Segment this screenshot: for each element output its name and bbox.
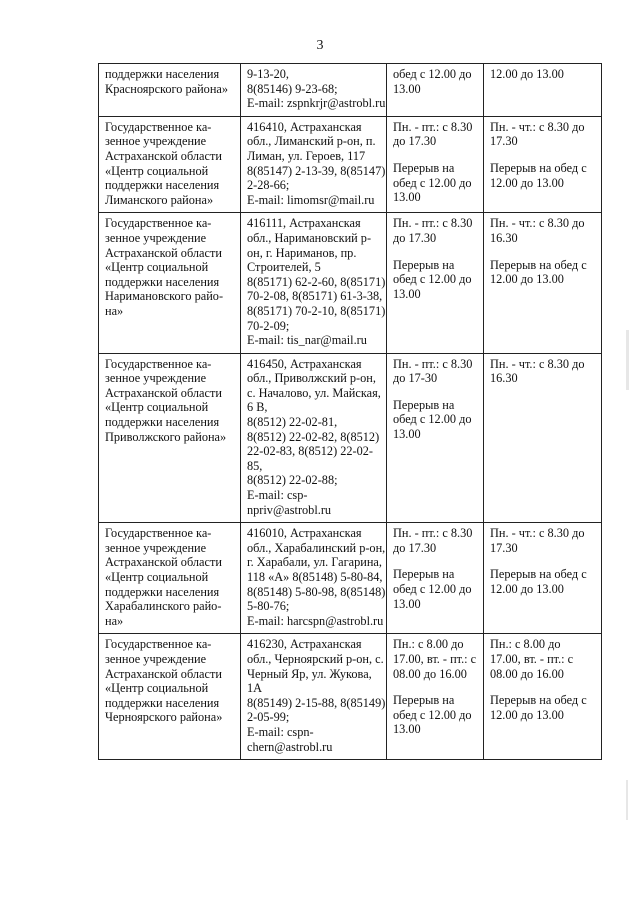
org-line: «Центр социальной	[105, 163, 209, 178]
org-line: на»	[105, 613, 124, 628]
address-line: обл., Наримановский р-	[247, 230, 372, 245]
address-line: 5-80-76;	[247, 599, 290, 614]
org-line: поддержки населения	[105, 695, 220, 710]
break2-line: Перерыв на обед с	[490, 160, 587, 175]
table-row	[99, 64, 602, 117]
org-line: Государственное ка-	[105, 526, 212, 541]
address-line: 1А	[247, 681, 263, 696]
org-line: поддержки населения	[105, 67, 220, 81]
address-line: 6 В,	[247, 400, 268, 415]
break1-line: Перерыв на	[393, 397, 455, 412]
paragraph-gap	[490, 681, 597, 693]
table-row	[99, 353, 602, 523]
address-cell	[241, 213, 387, 353]
address-line: 118 «А» 8(85148) 5-80-84,	[247, 570, 383, 584]
org-cell	[99, 64, 241, 117]
break1-line: 13.00	[393, 596, 421, 611]
weekday-hours-cell	[387, 213, 484, 353]
address-line: 8(8512) 22-02-81,	[247, 415, 338, 430]
org-cell	[99, 523, 241, 634]
page-number: 3	[316, 38, 324, 53]
org-line: зенное учреждение	[105, 371, 207, 386]
org-line: зенное учреждение	[105, 540, 207, 555]
address-cell	[241, 523, 387, 634]
hours1-line: Пн. - пт.: с 8.30	[393, 216, 473, 231]
hours2-line: 08.00 до 16.00	[490, 666, 564, 681]
break1-line: Перерыв на	[393, 567, 455, 582]
address-line: E-mail: cspn-	[247, 724, 314, 739]
address-line: 8(85149) 2-15-88, 8(85149)	[247, 695, 386, 710]
org-line: Черноярского района»	[105, 710, 223, 725]
break1-line: Перерыв на	[393, 693, 455, 708]
hours1-line: до 17-30	[393, 371, 438, 386]
break2-line: 12.00 до 13.00	[490, 707, 564, 722]
org-line: «Центр социальной	[105, 260, 209, 275]
paragraph-gap	[490, 246, 597, 258]
address-line: 416010, Астраханская	[247, 526, 362, 541]
alt-hours-cell	[484, 116, 602, 213]
weekday-hours-cell	[387, 523, 484, 634]
address-line: E-mail: csp-	[247, 488, 308, 503]
address-line: 416410, Астраханская	[247, 119, 362, 134]
weekday-hours-cell	[387, 353, 484, 523]
org-cell	[99, 116, 241, 213]
address-line: E-mail: harcspn@astrobl.ru	[247, 613, 384, 628]
org-line: Харабалинского райо-	[105, 599, 222, 614]
org-line: Государственное ка-	[105, 119, 212, 134]
break2-line: Перерыв на обед с	[490, 567, 587, 582]
hours1-line: 13.00	[393, 81, 421, 96]
hours2-line: 12.00 до 13.00	[490, 67, 564, 81]
paragraph-gap	[393, 555, 479, 567]
address-line: он, г. Нариманов, пр.	[247, 245, 357, 260]
hours1-line: Пн.: с 8.00 до	[393, 637, 464, 652]
break1-line: обед с 12.00 до	[393, 175, 472, 190]
address-line: Черный Яр, ул. Жукова,	[247, 666, 372, 681]
address-line: 8(8512) 22-02-88;	[247, 473, 338, 488]
address-line: 85,	[247, 458, 263, 473]
org-line: «Центр социальной	[105, 570, 209, 584]
org-line: зенное учреждение	[105, 230, 207, 245]
address-line: 2-28-66;	[247, 178, 290, 193]
paragraph-gap	[490, 149, 597, 161]
contacts-table	[98, 63, 602, 760]
break1-line: обед с 12.00 до	[393, 412, 472, 427]
break2-line: Перерыв на обед с	[490, 693, 587, 708]
address-cell	[241, 634, 387, 760]
org-line: Астраханской области	[105, 245, 222, 260]
org-line: зенное учреждение	[105, 134, 207, 149]
hours1-line: до 17.30	[393, 540, 437, 555]
address-line: E-mail: zspnkrjr@astrobl.ru	[247, 96, 386, 111]
break1-line: 13.00	[393, 722, 421, 737]
address-line: 8(85171) 70-2-10, 8(85171)	[247, 303, 386, 318]
org-cell	[99, 213, 241, 353]
address-cell	[241, 116, 387, 213]
address-line: 9-13-20,	[247, 67, 290, 81]
hours2-line: Пн. - чт.: с 8.30 до	[490, 119, 585, 134]
hours2-line: 17.30	[490, 134, 518, 149]
address-line: E-mail: limomsr@mail.ru	[247, 192, 375, 207]
address-line: 8(85148) 5-80-98, 8(85148)	[247, 584, 386, 599]
weekday-hours-cell	[387, 634, 484, 760]
hours2-line: Пн. - чт.: с 8.30 до	[490, 356, 585, 371]
address-cell	[241, 64, 387, 117]
address-line: 70-2-08, 8(85171) 61-3-38,	[247, 289, 383, 304]
hours2-line: Пн.: с 8.00 до	[490, 637, 561, 652]
org-line: поддержки населения	[105, 178, 220, 193]
address-line: г. Харабали, ул. Гагарина,	[247, 555, 382, 570]
org-line: «Центр социальной	[105, 400, 209, 415]
org-line: Астраханской области	[105, 666, 222, 681]
org-cell	[99, 353, 241, 523]
address-line: npriv@astrobl.ru	[247, 502, 332, 517]
address-line: 8(85146) 9-23-68;	[247, 81, 338, 96]
address-line: 22-02-83, 8(8512) 22-02-	[247, 444, 374, 459]
address-line: 2-05-99;	[247, 710, 290, 725]
org-line: Государственное ка-	[105, 356, 212, 371]
table-row	[99, 523, 602, 634]
address-line: 416230, Астраханская	[247, 637, 362, 652]
org-line: Приволжского района»	[105, 429, 227, 444]
hours2-line: 17.00, вт. - пт.: с	[490, 651, 574, 666]
hours1-line: Пн. - пт.: с 8.30	[393, 356, 473, 371]
paragraph-gap	[393, 386, 479, 398]
address-line: 8(8512) 22-02-82, 8(8512)	[247, 429, 380, 444]
address-line: 8(85147) 2-13-39, 8(85147)	[247, 163, 386, 178]
org-line: Астраханской области	[105, 148, 222, 163]
hours2-line: 16.30	[490, 371, 518, 386]
address-line: обл., Приволжский р-он,	[247, 371, 376, 386]
org-line: на»	[105, 303, 124, 318]
break1-line: обед с 12.00 до	[393, 272, 472, 287]
org-line: поддержки населения	[105, 274, 220, 289]
org-cell	[99, 634, 241, 760]
address-line: 416450, Астраханская	[247, 356, 362, 371]
org-line: Астраханской области	[105, 385, 222, 400]
address-line: E-mail: tis_nar@mail.ru	[247, 333, 367, 348]
hours1-line: 08.00 до 16.00	[393, 666, 467, 681]
hours1-line: до 17.30	[393, 230, 437, 245]
break1-line: обед с 12.00 до	[393, 707, 472, 722]
address-line: Строителей, 5	[247, 260, 321, 275]
hours1-line: 17.00, вт. - пт.: с	[393, 651, 477, 666]
break2-line: 12.00 до 13.00	[490, 582, 564, 596]
org-line: Астраханской области	[105, 555, 222, 570]
paragraph-gap	[490, 555, 597, 567]
hours1-line: до 17.30	[393, 134, 437, 149]
break1-line: 13.00	[393, 190, 421, 205]
hours2-line: Пн. - чт.: с 8.30 до	[490, 216, 585, 231]
org-line: Красноярского района»	[105, 81, 229, 96]
hours1-line: Пн. - пт.: с 8.30	[393, 119, 473, 134]
alt-hours-cell	[484, 523, 602, 634]
org-line: поддержки населения	[105, 584, 220, 599]
paragraph-gap	[393, 681, 479, 693]
address-line: обл., Харабалинский р-он,	[247, 540, 386, 555]
org-line: поддержки населения	[105, 415, 220, 430]
break2-line: 12.00 до 13.00	[490, 272, 564, 287]
alt-hours-cell	[484, 64, 602, 117]
address-line: 70-2-09;	[247, 318, 290, 333]
org-line: Наримановского райо-	[105, 289, 224, 304]
break1-line: 13.00	[393, 286, 421, 301]
alt-hours-cell	[484, 634, 602, 760]
scan-artifact	[626, 780, 628, 820]
contacts-table-body	[99, 64, 602, 760]
hours2-line: 17.30	[490, 540, 518, 555]
hours1-line: обед с 12.00 до	[393, 67, 472, 81]
break2-line: 12.00 до 13.00	[490, 175, 564, 190]
hours1-line: Пн. - пт.: с 8.30	[393, 526, 473, 541]
alt-hours-cell	[484, 213, 602, 353]
break1-line: обед с 12.00 до	[393, 582, 472, 596]
paragraph-gap	[393, 246, 479, 258]
address-line: обл., Лиманский р-он, п.	[247, 134, 376, 149]
paragraph-gap	[393, 149, 479, 161]
weekday-hours-cell	[387, 116, 484, 213]
weekday-hours-cell	[387, 64, 484, 117]
break2-line: Перерыв на обед с	[490, 257, 587, 272]
alt-hours-cell	[484, 353, 602, 523]
table-row	[99, 116, 602, 213]
address-line: с. Началово, ул. Майская,	[247, 385, 381, 400]
org-line: Лиманского района»	[105, 192, 214, 207]
table-row	[99, 213, 602, 353]
break1-line: Перерыв на	[393, 160, 455, 175]
address-line: Лиман, ул. Героев, 117	[247, 148, 366, 163]
address-line: chern@astrobl.ru	[247, 739, 333, 754]
hours2-line: Пн. - чт.: с 8.30 до	[490, 526, 585, 541]
org-line: Государственное ка-	[105, 216, 212, 231]
org-line: зенное учреждение	[105, 651, 207, 666]
address-line: 8(85171) 62-2-60, 8(85171)	[247, 274, 386, 289]
address-line: 416111, Астраханская	[247, 216, 361, 231]
table-row	[99, 634, 602, 760]
break1-line: 13.00	[393, 427, 421, 442]
org-line: «Центр социальной	[105, 681, 209, 696]
address-line: обл., Черноярский р-он, с.	[247, 651, 384, 666]
address-cell	[241, 353, 387, 523]
hours2-line: 16.30	[490, 230, 518, 245]
scan-artifact	[626, 330, 629, 390]
org-line: Государственное ка-	[105, 637, 212, 652]
break1-line: Перерыв на	[393, 257, 455, 272]
